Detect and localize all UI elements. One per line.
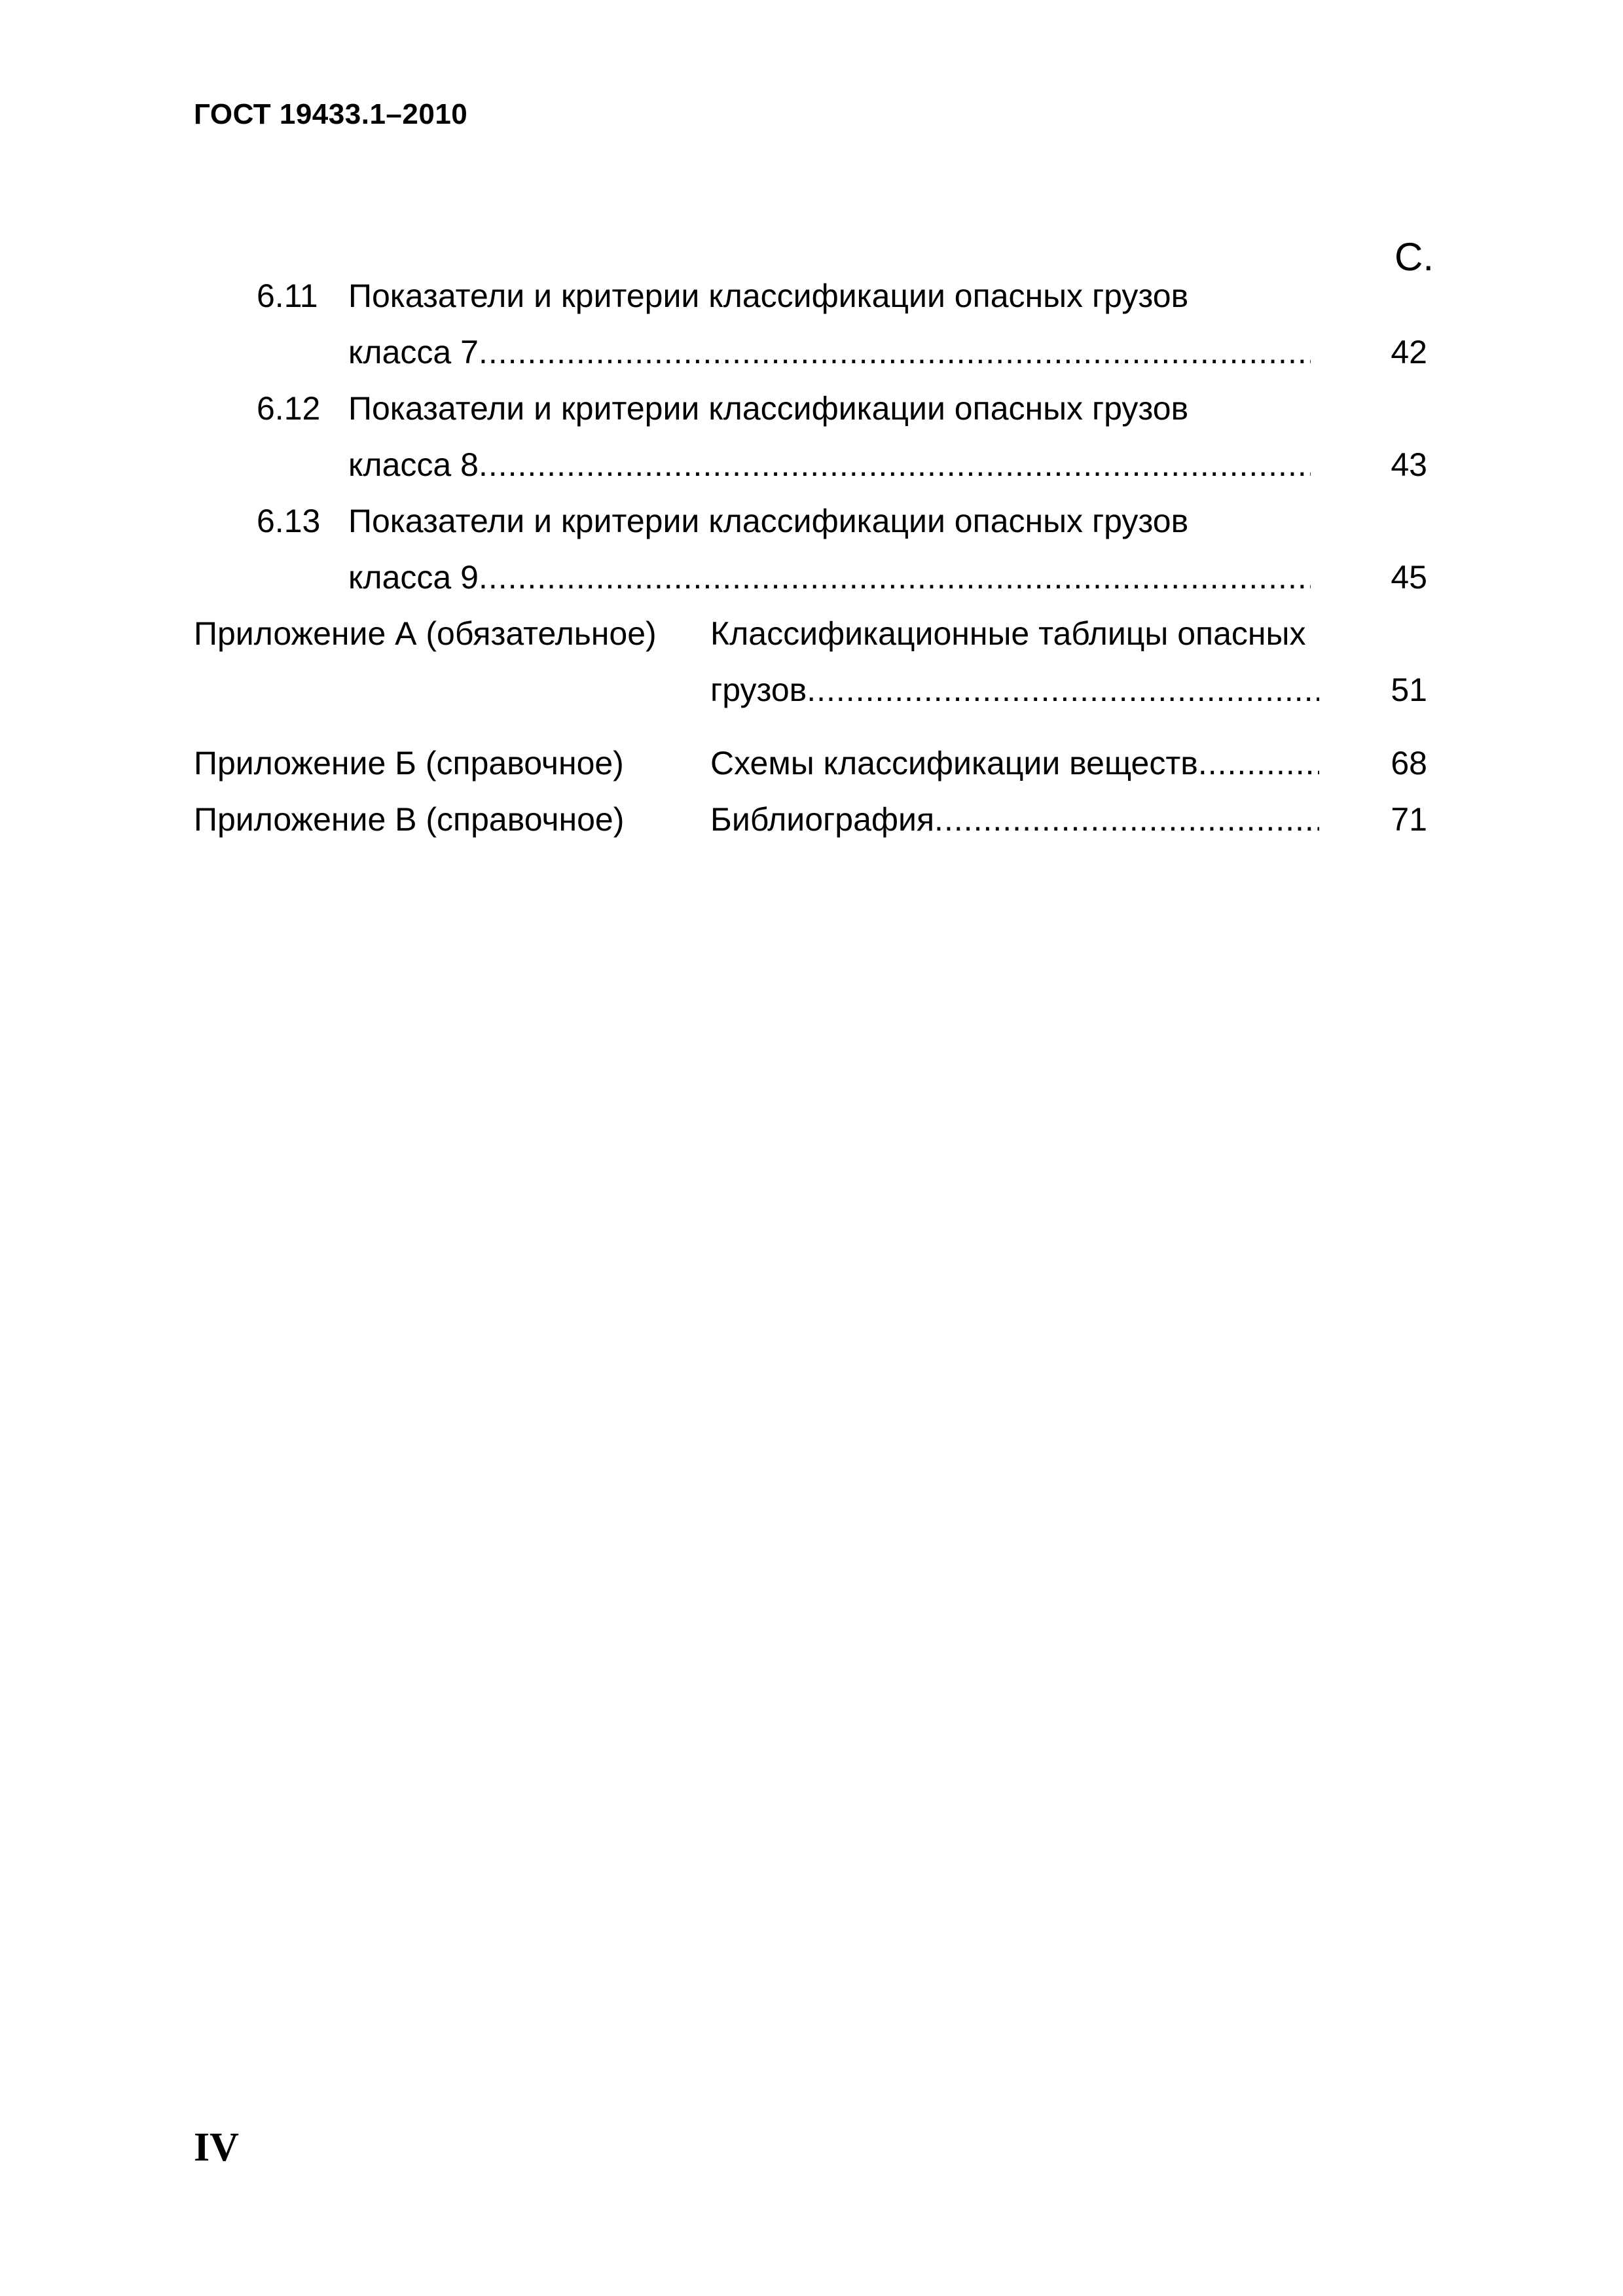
toc-section-title: Показатели и критерии классификации опасных грузов bbox=[348, 390, 1189, 427]
toc-appendix-title-line bbox=[710, 744, 1319, 783]
toc-section-title-line2: класса 9 bbox=[348, 559, 479, 596]
toc-appendix-label: Приложение В (справочное) bbox=[194, 801, 625, 838]
toc-section-title: Показатели и критерии классификации опасных грузов bbox=[348, 278, 1189, 314]
toc-section-number: 6.12 bbox=[257, 390, 321, 427]
toc-section-title-continuation bbox=[348, 558, 1311, 597]
toc-section-title-continuation bbox=[348, 332, 1311, 372]
toc-page-number: 68 bbox=[1391, 745, 1427, 781]
page-column-label: С. bbox=[1395, 235, 1434, 279]
toc-section-title-line2: класса 7 bbox=[348, 334, 479, 370]
toc-page-number: 71 bbox=[1391, 801, 1427, 838]
toc-section-title-line2: класса 8 bbox=[348, 446, 479, 483]
toc-section-title-continuation bbox=[348, 445, 1311, 484]
toc-appendix-title: Библиография bbox=[710, 801, 935, 838]
toc-appendix-label: Приложение А (обязательное) bbox=[194, 615, 657, 652]
toc-dot-leader bbox=[479, 558, 1311, 597]
toc-dot-leader bbox=[479, 332, 1311, 372]
toc-section-number: 6.13 bbox=[257, 503, 321, 539]
toc-appendix-title-line2: грузов bbox=[710, 672, 807, 708]
toc-appendix-title: Схемы классификации веществ bbox=[710, 745, 1198, 781]
document-code-header: ГОСТ 19433.1–2010 bbox=[194, 98, 468, 130]
toc-section-number: 6.11 bbox=[257, 278, 318, 314]
toc-dot-leader bbox=[934, 800, 1319, 839]
page-number-footer: IV bbox=[194, 2125, 239, 2170]
toc-page-number: 42 bbox=[1391, 334, 1427, 370]
toc-dot-leader bbox=[1198, 744, 1319, 783]
toc-page-number: 45 bbox=[1391, 559, 1427, 596]
toc-appendix-title-line bbox=[710, 800, 1319, 839]
toc-appendix-label: Приложение Б (справочное) bbox=[194, 745, 624, 781]
toc-page-number: 43 bbox=[1391, 446, 1427, 483]
toc-section-title: Показатели и критерии классификации опасных грузов bbox=[348, 503, 1189, 539]
toc-appendix-title: Классификационные таблицы опасных bbox=[710, 615, 1306, 652]
toc-page-number: 51 bbox=[1391, 672, 1427, 708]
toc-appendix-title-continuation bbox=[710, 670, 1319, 709]
toc-dot-leader bbox=[479, 445, 1311, 484]
toc-dot-leader bbox=[807, 670, 1319, 709]
